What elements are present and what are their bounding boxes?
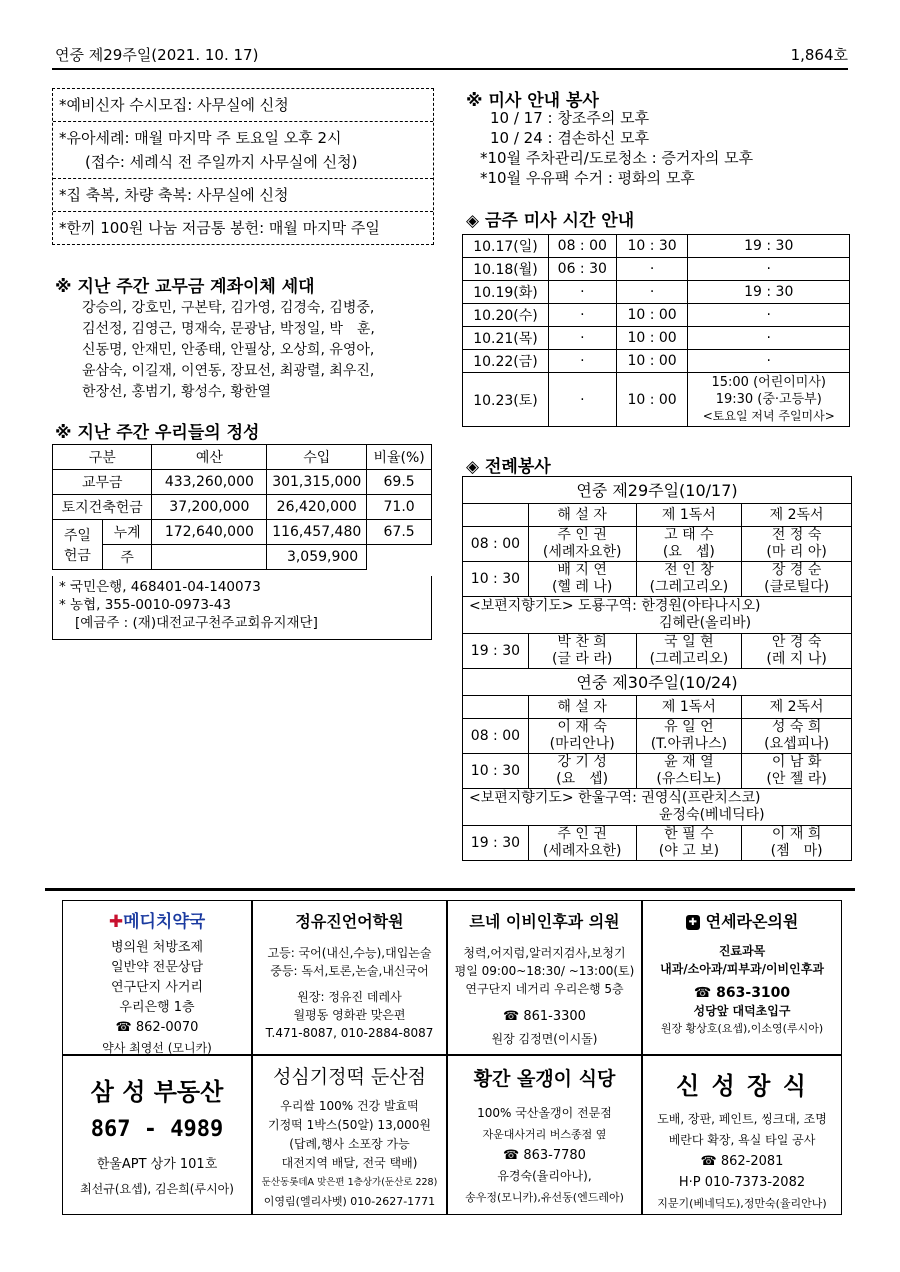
bulletin-title: 연중 제29주일(2021. 10. 17) [55,46,259,64]
mass-times-table [462,234,850,427]
table-row: 10.19(화) · · 19 : 30 [463,281,850,304]
ad-ent-clinic: 르네 이비인후과 의원 청력,어지럼,알러지검사,보청기 평일 09:00~18:30/ ~13:00(토) 연구단지 네거리 우리은행 5층 ☎ 861-3300 원장 김정면(이시돌) [447,900,642,1055]
table-row: 19 : 30 박 찬 희 (글 라 라) 국 일 현 (그레고리오) 안 경 숙 (레 지 나) [463,634,852,669]
table-row: 주 3,059,900 [53,545,432,570]
liturgy-title: ◈ 전례봉사 [466,457,551,477]
table-row: 10.22(금) · 10 : 00 · [463,350,850,373]
table-row: 08 : 00 주 인 권 (세례자요한) 고 태 수 (요 셉) 전 정 숙 (마 리 아) [463,527,852,562]
mass-times-title: ◈ 금주 미사 시간 안내 [466,211,635,231]
ad-language-academy: 정유진언어학원 고등: 국어(내신,수능),대입논술 중등: 독서,토론,논술,내신국어 원장: 정유진 데레사 월평동 영화관 맞은편 T.471-8087, 010-2884-8087 [252,900,447,1055]
ads-divider [45,888,855,891]
finance-title: ※ 지난 주간 우리들의 정성 [55,423,260,443]
ad-real-estate: 삼 성 부동산 867 - 4989 한울APT 상가 101호 최선규(요셉), 김은희(루시아) [62,1055,252,1215]
table-row: 10 : 30 배 지 연 (헬 레 나) 전 인 창 (그레고리오) 장 경 순 (클로틸다) [463,562,852,597]
liturgy-table: 연중 제29주일(10/17) 해 설 자 제 1독서 제 2독서 08 : 00 주 인 권 (세례자요한) 고 태 수 (요 셉) 전 정 숙 (마 리 아) 10 : 30 배 지 연 (헬 레 나) 전 인 창 (그레고리오) 장 경 순 (클로틸다) <보편지향기도> 도룡구역: 한경원(아타나시오) 김혜란(올리바) 19 : 30 박 찬 희 (글 라 라) 국 일 현 (그레고리오) 안 경 숙 (레 지 나) 연중 제30주일(10/24) 해 설 자 제 1독서 제 2독서 08 : 00 이 재 숙 (마리안나) 유 일 언 (T.아퀴나스) 성 숙 희 (요셉피나) 10 : 30 강 기 성 (요 셉) 윤 재 열 (유스티노) 이 남 화 (안 젤 라) <보편지향기도> 한울구역: 권영식(프란치스코) 윤정숙(베네딕타) 19 : 30 주 인 권 (세례자요한) 한 필 수 (야 고 보) 이 재 희 (젬 마) [462,476,852,861]
mass-service-title: ※ 미사 안내 봉사 [466,91,599,111]
week1-title: 연중 제29주일(10/17) [463,477,852,504]
table-row: 10.21(목) · 10 : 00 · [463,327,850,350]
table-row: 주일 헌금 누계 172,640,000 116,457,480 67.5 [53,520,432,545]
bank-accounts: * 국민은행, 468401-04-140073 * 농협, 355-0010-0973-43 [예금주 : (재)대전교구천주교회유지재단] [52,576,432,640]
mass-service-list: 10 / 17 : 창조주의 모후 10 / 24 : 겸손하신 모후 *10월 주차관리/도로청소 : 증거자의 모후 *10월 우유팩 수거 : 평화의 모후 [480,109,754,187]
table-row: 10.23(토) · 10 : 00 15:00 (어린이미사) 19:30 (중·고등부) <토요일 저녁 주일미사> [463,373,850,427]
ad-rice-cake: 성심기정떡 둔산점 우리쌀 100% 건강 발효떡 기정떡 1박스(50알) 13,000원 (답례,행사 소포장 가능 대전지역 배달, 전국 택배) 둔산동롯데A 맞은편 1층상가(둔산로 228) 이영림(엘리사벳) 010-2627-1771 [252,1055,447,1215]
notice-box [52,88,434,245]
notice-blessing: *집 축복, 차량 축복: 사무실에 신청 [53,179,433,212]
table-row: 토지건축헌금 37,200,000 26,420,000 71.0 [53,495,432,520]
week2-title: 연중 제30주일(10/24) [463,669,852,696]
table-row: 10.20(수) · 10 : 00 · [463,304,850,327]
table-row: 10 : 30 강 기 성 (요 셉) 윤 재 열 (유스티노) 이 남 화 (안 젤 라) [463,754,852,789]
ad-interior: 신 성 장 식 도배, 장판, 페인트, 씽크대, 조명 베란다 확장, 욕실 타일 공사 ☎ 862-2081 H·P 010-7373-2082 지문기(베네딕도),정만숙(율리안나) [642,1055,842,1215]
ad-raon-clinic: ✚ 연세라온의원 진료과목 내과/소아과/피부과/이비인후과 ☎ 863-3100 성당앞 대덕초입구 원장 황상호(요셉),이소영(루시아) [642,900,842,1055]
notice-infant-baptism: *유아세례: 매월 마지막 주 토요일 오후 2시 (접수: 세례식 전 주일까지 사무실에 신청) [53,122,433,179]
prayer-row: <보편지향기도> 한울구역: 권영식(프란치스코) 윤정숙(베네딕타) [463,789,852,826]
issue-number: 1,864호 [790,46,848,64]
header-divider [52,68,848,70]
transfer-title: ※ 지난 주간 교무금 계좌이체 세대 [55,277,315,297]
ad-pharmacy: ✚메디치약국 병의원 처방조제 일반약 전문상담 연구단지 사거리 우리은행 1층 ☎ 862-0070 약사 최영선 (모니카) [62,900,252,1055]
notice-piggybank: *한끼 100원 나눔 저금통 봉헌: 매월 마지막 주일 [59,219,380,237]
notice-catechumen: *예비신자 수시모집: 사무실에 신청 [53,89,433,122]
table-row: 교무금 433,260,000 301,315,000 69.5 [53,470,432,495]
transfer-names: 강승의, 강호민, 구본탁, 김가영, 김경숙, 김병중, 김선정, 김영근, 명재숙, 문광남, 박정일, 박 훈, 신동명, 안재민, 안종태, 안필상, 오상희, 유영아, 윤삼숙, 이길재, 이연동, 장묘선, 최광렬, 최우진, 한장선, 홍범기, 황성수, 황한열 [82,300,375,400]
finance-table: 구분 예산 수입 비율(%) 교무금 433,260,000 301,315,000 69.5 토지건축헌금 37,200,000 26,420,000 71.0 주일 헌금 누계 172,640,000 116,457,480 67.5 주 3,059,900 [52,444,432,570]
cross-icon: ✚ [108,912,124,932]
table-row: 08 : 00 이 재 숙 (마리안나) 유 일 언 (T.아퀴나스) 성 숙 희 (요셉피나) [463,719,852,754]
table-row: 19 : 30 주 인 권 (세례자요한) 한 필 수 (야 고 보) 이 재 희 (젬 마) [463,826,852,861]
table-row: 10.18(월) 06 : 30 · · [463,258,850,281]
table-row: 10.17(일) 08 : 00 10 : 30 19 : 30 [463,235,850,258]
raon-logo-icon: ✚ [686,915,700,930]
ad-restaurant: 황간 올갱이 식당 100% 국산올갱이 전문점 자운대사거리 버스종점 옆 ☎ 863-7780 유경숙(율리아나), 송우정(모니카),유선동(엔드레아) [447,1055,642,1215]
prayer-row: <보편지향기도> 도룡구역: 한경원(아타나시오) 김혜란(올리바) [463,597,852,634]
